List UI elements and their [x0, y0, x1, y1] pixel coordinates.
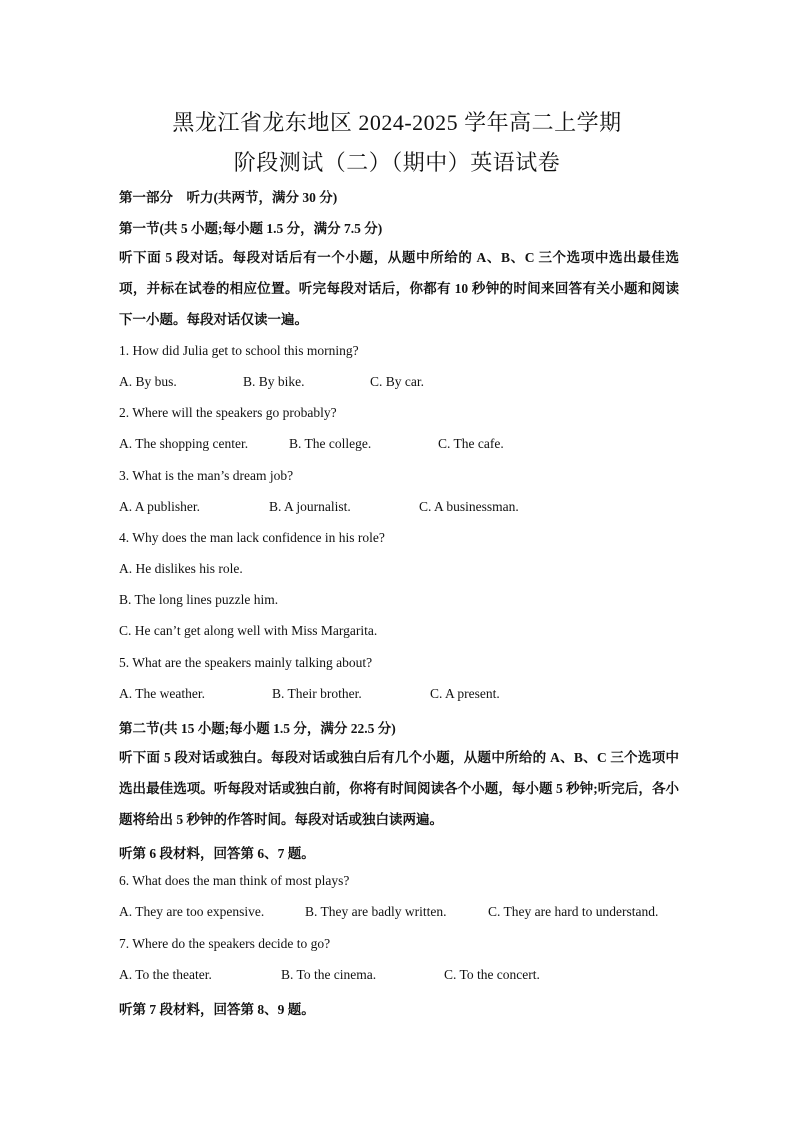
section2-instructions: 听下面 5 段对话或独白。每段对话或独白后有几个小题，从题中所给的 A、B、C 三个选项中选出最佳选项。听每段对话或独白前，你将有时间阅读各个小题，每小题 5 秒钟;听完后，各小题将给出 5 秒钟的作答时间。每段对话或独白读两遍。	[119, 750, 679, 827]
section1-instructions: 听下面 5 段对话。每段对话后有一个小题，从题中所给的 A、B、C 三个选项中选出最佳选项，并标在试卷的相应位置。听完每段对话后，你都有 10 秒钟的时间来回答有关小题和阅读下一小题。每段对话仅读一遍。	[119, 250, 679, 327]
question-2-option-b: B. The college.	[289, 436, 372, 451]
question-6-option-c: C. They are hard to understand.	[488, 904, 659, 919]
question-1-option-c: C. By car.	[370, 374, 424, 389]
question-4-stem: 4. Why does the man lack confidence in his role?	[119, 530, 385, 545]
question-4-option-c: C. He can’t get along well with Miss Margarita.	[119, 623, 378, 638]
question-5-option-a: A. The weather.	[119, 686, 205, 701]
question-5-stem: 5. What are the speakers mainly talking about?	[119, 655, 373, 670]
question-5-option-b: B. Their brother.	[272, 686, 362, 701]
question-2-option-a: A. The shopping center.	[119, 436, 249, 451]
exam-title-line-2: 阶段测试（二）（期中）英语试卷	[233, 150, 561, 175]
question-3-option-c: C. A businessman.	[419, 499, 519, 514]
question-4-option-a: A. He dislikes his role.	[119, 561, 243, 576]
question-2-option-c: C. The cafe.	[438, 436, 504, 451]
question-6-option-a: A. They are too expensive.	[119, 904, 265, 919]
question-1-option-a: A. By bus.	[119, 374, 177, 389]
question-5-option-c: C. A present.	[430, 686, 500, 701]
question-3-option-a: A. A publisher.	[119, 499, 201, 514]
question-7-stem: 7. Where do the speakers decide to go?	[119, 936, 331, 951]
question-7-option-a: A. To the theater.	[119, 967, 212, 982]
question-3-stem: 3. What is the man’s dream job?	[119, 468, 294, 483]
exam-title-line-1: 黑龙江省龙东地区 2024-2025 学年高二上学期	[172, 110, 622, 135]
question-6-stem: 6. What does the man think of most plays?	[119, 873, 350, 888]
question-6-option-b: B. They are badly written.	[305, 904, 447, 919]
question-3-option-b: B. A journalist.	[269, 499, 351, 514]
question-1-stem: 1. How did Julia get to school this morning?	[119, 343, 359, 358]
question-1-option-b: B. By bike.	[243, 374, 305, 389]
section2-heading: 第二节(共 15 小题;每小题 1.5 分，满分 22.5 分)	[119, 721, 396, 736]
question-4-option-b: B. The long lines puzzle him.	[119, 592, 279, 607]
part1-heading: 第一部分 听力(共两节，满分 30 分)	[119, 190, 338, 205]
section1-heading: 第一节(共 5 小题;每小题 1.5 分，满分 7.5 分)	[119, 221, 383, 236]
question-7-option-b: B. To the cinema.	[281, 967, 377, 982]
material-6-heading: 听第 6 段材料，回答第 6、7 题。	[119, 846, 315, 861]
question-2-stem: 2. Where will the speakers go probably?	[119, 405, 337, 420]
question-7-option-c: C. To the concert.	[444, 967, 540, 982]
material-7-heading: 听第 7 段材料，回答第 8、9 题。	[119, 1002, 315, 1017]
